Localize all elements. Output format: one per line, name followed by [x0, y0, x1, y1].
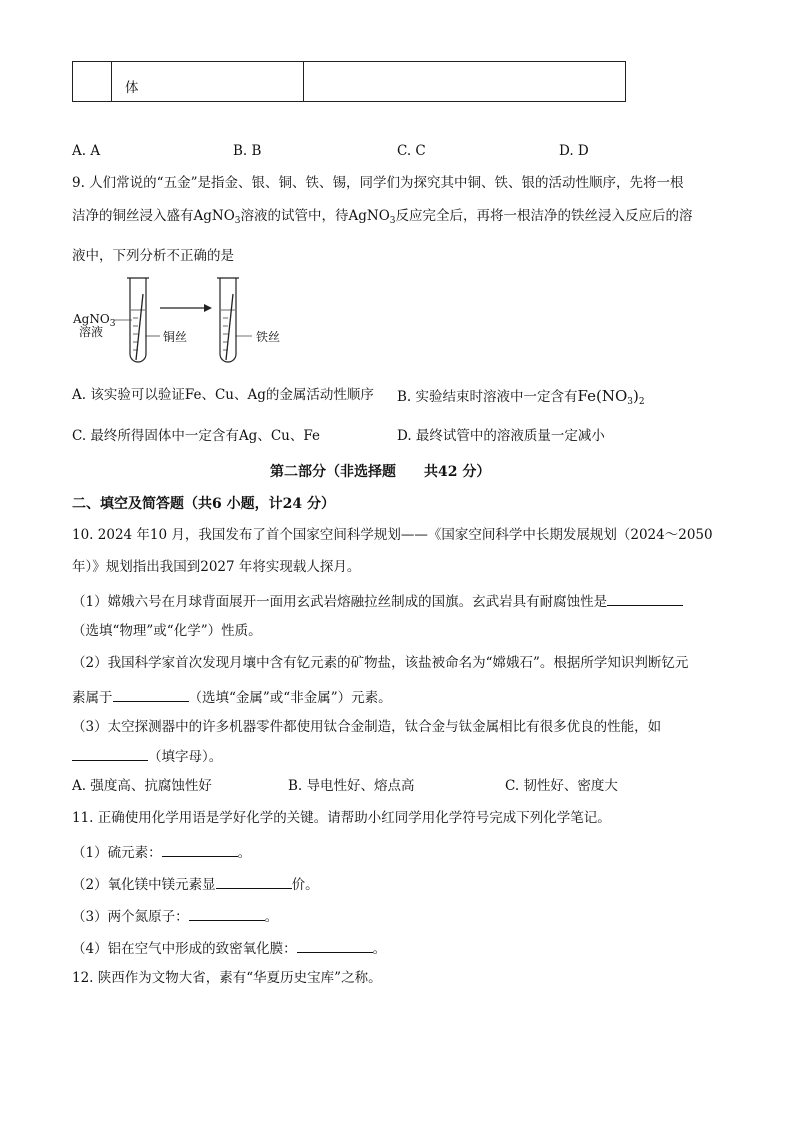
q11-part2: （2）氧化镁中镁元素显 价。: [72, 877, 319, 893]
q10-part1-line-2: （选填“物理”或“化学”）性质。: [72, 623, 262, 639]
q9-stem-line-2: 洁净的铜丝浸入盛有AgNO$_3$溶液的试管中，待AgNO$_3$反应完全后，再将一根洁净的铁丝浸入反应后的溶: [72, 208, 693, 226]
copper-wire: [136, 294, 143, 360]
q11-part1: （1）硫元素： 。: [72, 845, 252, 861]
table-divider: [111, 62, 112, 101]
q8-option-c: C. C: [397, 143, 426, 159]
answer-blank[interactable]: [297, 940, 373, 953]
q10-part3-line-1: （3）太空探测器中的许多机器零件都使用钛合金制造，钛合金与钛金属相比有很多优良的性能，如: [72, 719, 662, 735]
q9-option-b: B. 实验结束时溶液中一定含有$Fe(NO_3)_2$: [397, 387, 645, 407]
q8-option-d: D. D: [559, 143, 589, 159]
q11-stem: 11. 正确使用化学用语是学好化学的关键。请帮助小红同学用化学符号完成下列化学笔记。: [72, 810, 611, 826]
iron-wire-label: 铁丝: [256, 330, 281, 344]
q11-part3: （3）两个氮原子： 。: [72, 909, 279, 925]
test-tube-2: [217, 278, 252, 362]
q10-option-c: C. 韧性好、密度大: [505, 778, 618, 794]
test-tube-1: [114, 278, 160, 362]
table-cell-text: 体: [125, 80, 139, 96]
q9-option-a: A. 该实验可以验证Fe、Cu、Ag的金属活动性顺序: [72, 387, 374, 403]
q10-part3-line-2: （填字母）。: [72, 748, 222, 765]
q10-part2-line-1: （2）我国科学家首次发现月壤中含有钇元素的矿物盐，该盐被命名为“嫦娥石”。根据所学知识判断钇元: [72, 655, 689, 671]
q10-option-a: A. 强度高、抗腐蚀性好: [72, 778, 212, 794]
solution-label-2: 溶液: [79, 325, 104, 339]
q8-option-b: B. B: [233, 143, 262, 159]
answer-blank[interactable]: [72, 748, 148, 761]
q9-stem-line-1: 9. 人们常说的“五金”是指金、银、铜、铁、锡，同学们为探究其中铜、铁、银的活动性顺序，先将一根: [72, 175, 684, 191]
q9-option-c: C. 最终所得固体中一定含有Ag、Cu、Fe: [72, 428, 320, 444]
q10-stem-line-1: 10. 2024 年10 月，我国发布了首个国家空间科学规划——《国家空间科学中长期发展规划（2024～2050: [72, 527, 713, 543]
copper-wire-label: 铜丝: [163, 330, 188, 344]
answer-table-fragment: [72, 61, 626, 102]
section2-title: 二、填空及简答题（共6 小题，计24 分）: [72, 496, 335, 512]
answer-blank[interactable]: [216, 876, 292, 889]
table-divider: [303, 62, 304, 101]
iron-wire: [226, 294, 233, 360]
q10-part1-line-1: （1）嫦娥六号在月球背面展开一面用玄武岩熔融拉丝制成的国旗。玄武岩具有耐腐蚀性是: [72, 593, 683, 610]
solution-label: AgNO$_3$: [73, 312, 116, 329]
q9-stem-line-3: 液中，下列分析不正确的是: [72, 248, 234, 264]
q11-part4: （4）铝在空气中形成的致密氧化膜： 。: [72, 941, 387, 957]
answer-blank[interactable]: [162, 844, 238, 857]
answer-blank[interactable]: [189, 908, 265, 921]
q10-option-b: B. 导电性好、熔点高: [288, 778, 415, 794]
answer-blank[interactable]: [113, 689, 189, 702]
q8-option-a: A. A: [72, 143, 101, 159]
q12-stem: 12. 陕西作为文物大省，素有“华夏历史宝库”之称。: [72, 970, 382, 986]
answer-blank[interactable]: [607, 593, 683, 606]
q9-option-d: D. 最终试管中的溶液质量一定减小: [397, 428, 605, 444]
part2-title: 第二部分（非选择题 共42 分）: [270, 464, 491, 480]
q10-part2-line-2: 素属于 （选填“金属”或“非金属”）元素。: [72, 690, 392, 706]
q10-stem-line-2: 年）》规划指出我国到2027 年将实现载人探月。: [72, 559, 361, 575]
arrow-icon: [160, 304, 212, 312]
